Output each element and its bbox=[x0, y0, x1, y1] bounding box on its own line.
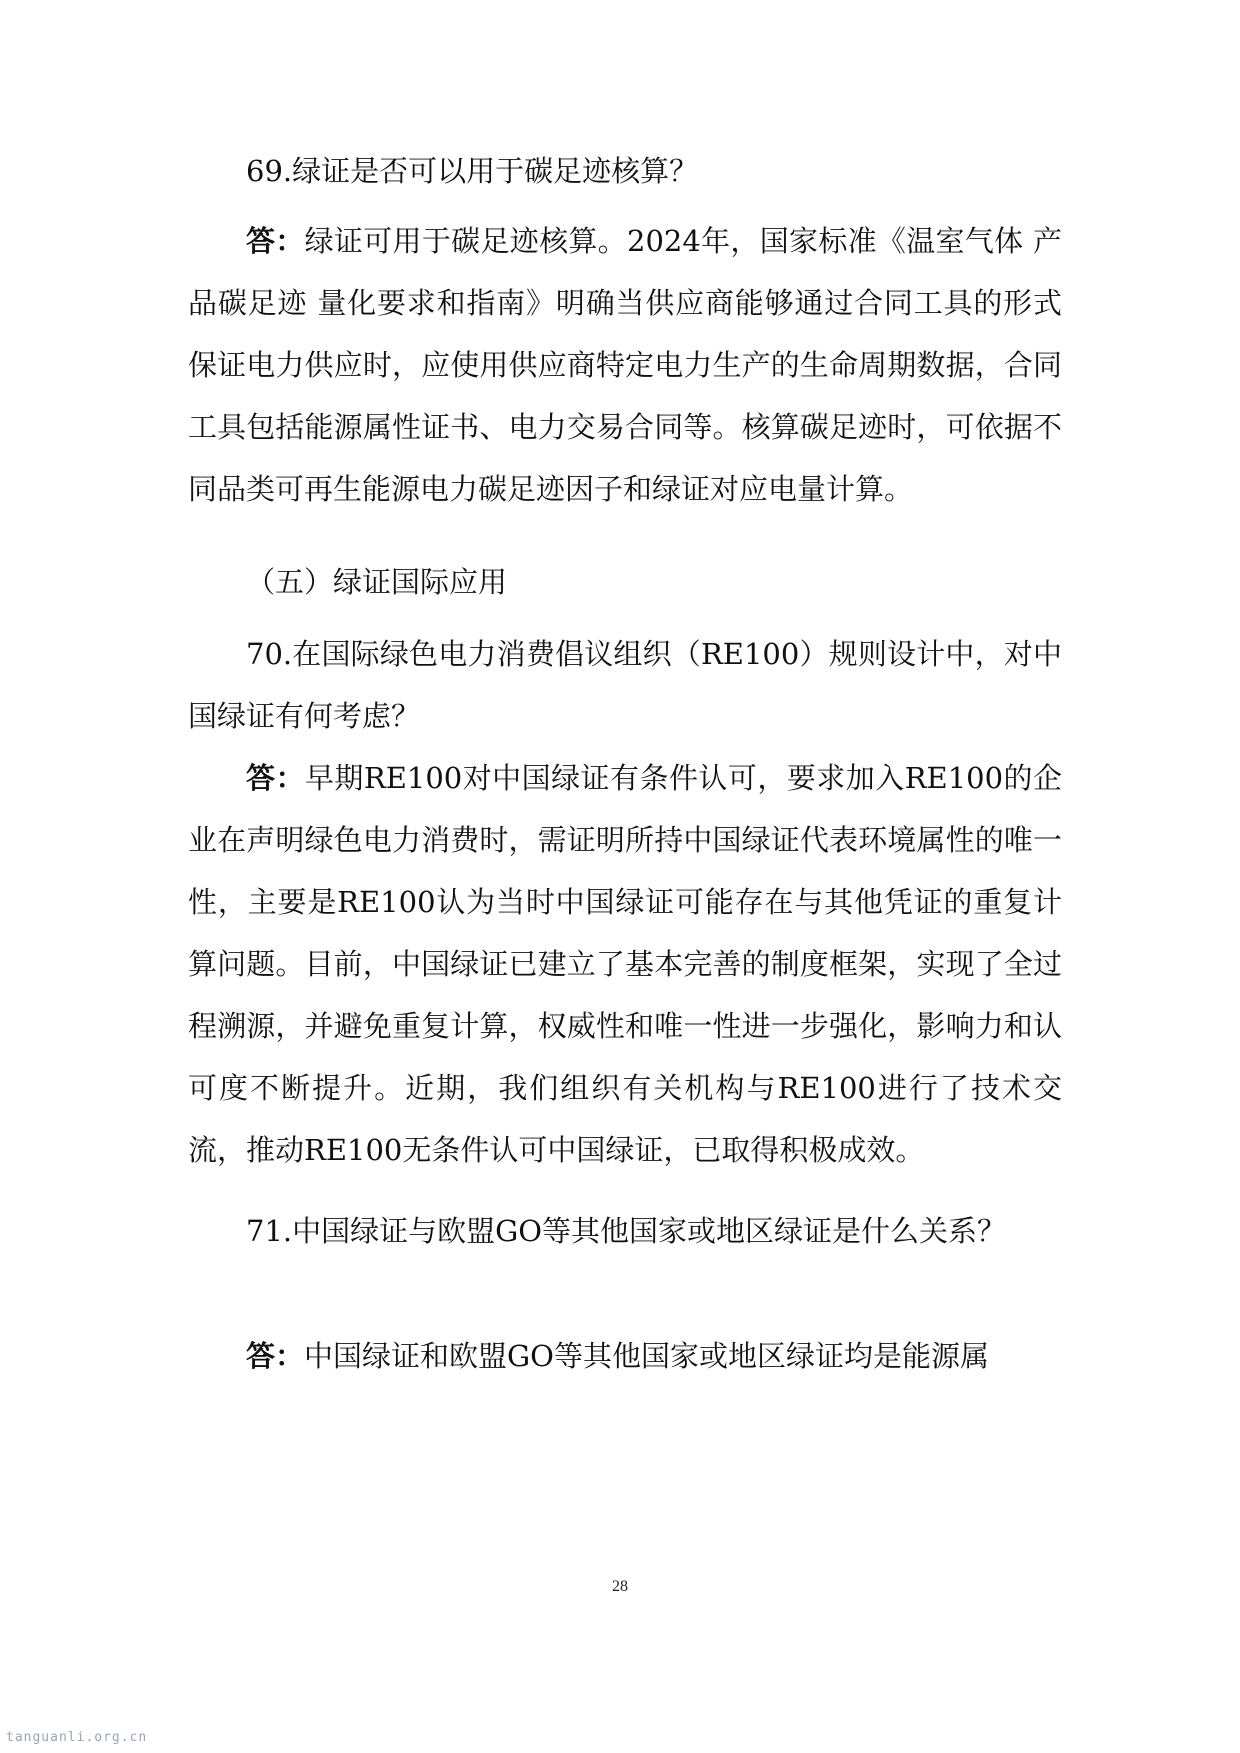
q70-answer-label: 答： bbox=[246, 761, 305, 795]
q69-answer bbox=[188, 210, 1062, 520]
page-number: 28 bbox=[612, 1578, 628, 1595]
q70-answer-text: 早期RE100对中国绿证有条件认可，要求加入RE100的企业在声明绿色电力消费时，需证明所持中国绿证代表环境属性的唯一性，主要是RE100认为当时中国绿证可能存在与其他凭证的重复计算问题。目前，中国绿证已建立了基本完善的制度框架，实现了全过程溯源，并避免重复计算，权威性和唯一性进一步强化，影响力和认可度不断提升。近期，我们组织有关机构与RE100进行了技术交流，推动RE100无条件认可中国绿证，已取得积极成效。 bbox=[188, 761, 1062, 1167]
section-5-title: （五）绿证国际应用 bbox=[246, 565, 508, 599]
q70-question: 70.在国际绿色电力消费倡议组织（RE100）规则设计中，对中国绿证有何考虑？ bbox=[188, 637, 1062, 733]
q69-answer-label: 答： bbox=[246, 224, 305, 258]
q71-answer-text: 中国绿证和欧盟GO等其他国家或地区绿证均是能源属 bbox=[304, 1339, 989, 1373]
q71-question: 71.中国绿证与欧盟GO等其他国家或地区绿证是什么关系？ bbox=[246, 1214, 1007, 1248]
q69-question: 69.绿证是否可以用于碳足迹核算？ bbox=[246, 154, 699, 188]
q70-section bbox=[188, 623, 1062, 747]
q71-answer bbox=[188, 1325, 1062, 1387]
q71-section bbox=[188, 1200, 1062, 1262]
q71-answer-label: 答： bbox=[246, 1339, 305, 1373]
q69-answer-text: 绿证可用于碳足迹核算。2024年，国家标准《温室气体 产品碳足迹 量化要求和指南》明确当供应商能够通过合同工具的形式保证电力供应时，应使用供应商特定电力生产的生命周期数据，合同工具包括能源属性证书、电力交易合同等。核算碳足迹时，可依据不同品类可再生能源电力碳足迹因子和绿证对应电量计算。 bbox=[188, 224, 1062, 506]
section-5-heading-block bbox=[188, 551, 1062, 613]
watermark: tanguanli.org.cn bbox=[6, 1730, 148, 1745]
q69-section bbox=[188, 140, 1062, 202]
q70-answer bbox=[188, 747, 1062, 1181]
